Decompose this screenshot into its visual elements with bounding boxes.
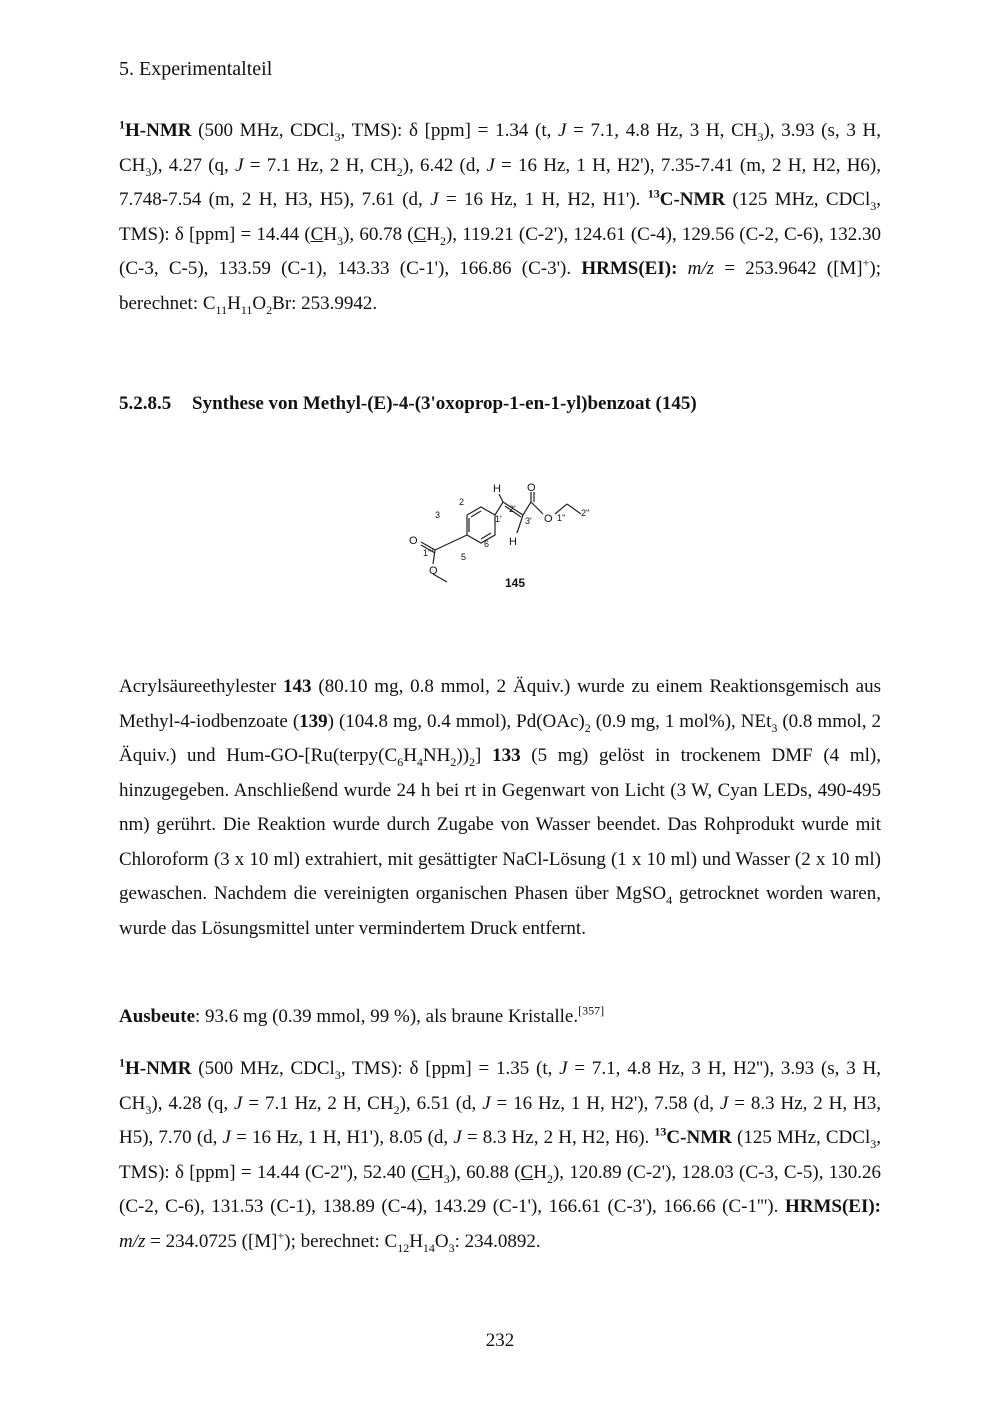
atom-label: 3' bbox=[525, 516, 532, 526]
atom-label: 6 bbox=[484, 539, 490, 549]
atom-label: 2 bbox=[459, 497, 465, 507]
hrms-label: HRMS(EI): bbox=[784, 1196, 881, 1217]
nmr-data-block-2: $^1$H-NMR (500 MHz, CDCl$_3$, TMS): δ [ppm] = 1.35 (t, J = 7.1, 4.8 Hz, 3 H, H2''), 3.93 (s, 3 H, $CH_3$), 4.28 (q, J = 7.1 Hz, 2 H, $CH_2$), 6.51 (d, J = 16 Hz, 1 H, H2'), 7.58 (d, J = 8.3 Hz, 2 H, H3, H5), 7.70 (d, J = 16 Hz, 1 H, H1'), 8.05 (d, J = 8.3 Hz, 2 H, H2, H6). $^{13}$C-NMR (125 MHz, CDCl$_3$, TMS): δ [ppm] = 14.44 (C-2''), 52.40 $(CH_3)$, 60.88 $(CH_2)$, 120.89 (C-2'), 128.03 (C-3, C-5), 130.26 (C-2, C-6), 131.53 (C-1), 138.89 (C-4), 143.29 (C-1'), 166.61 (C-3'), 166.66 (C-1'''). HRMS(EI): m/z = 234.0725 ([M]+); berechnet: $C_{12}H_{14}O_3$: 234.0892. bbox=[119, 1055, 882, 1255]
atom-label: H bbox=[509, 536, 517, 548]
atom-label: 1'' bbox=[557, 513, 566, 523]
compound-ref-133: 133 bbox=[492, 745, 521, 766]
c-nmr-label: C-NMR bbox=[666, 1127, 732, 1148]
page-number: 232 bbox=[485, 1330, 515, 1351]
atom-label: 1''' bbox=[423, 548, 434, 558]
section-title: Synthese von Methyl-(E)-4-(3'oxoprop-1-en-1-yl)benzoat (145) bbox=[192, 393, 697, 414]
atom-label: O bbox=[429, 565, 438, 577]
c-nmr-label: C-NMR bbox=[659, 189, 726, 210]
compound-number-label: 145 bbox=[505, 576, 526, 590]
structure-bonds bbox=[421, 492, 581, 582]
atom-label: H bbox=[493, 483, 501, 495]
atom-label: O bbox=[409, 535, 418, 547]
atom-label: 5 bbox=[461, 552, 467, 562]
atom-label: O bbox=[527, 482, 536, 494]
yield-label: Ausbeute bbox=[119, 1006, 196, 1027]
chemical-structure-diagram bbox=[395, 478, 615, 598]
c-nmr-superscript: 13 bbox=[647, 186, 660, 201]
h-nmr-label: H-NMR bbox=[125, 120, 192, 141]
procedure-paragraph: Acrylsäureethylester 143 (80.10 mg, 0.8 mmol, 2 Äquiv.) wurde zu einem Reaktionsgemisch aus Methyl-4-iodbenzoate (139) (104.8 mg, 0.4 mmol), $Pd(OAc)_2$ (0.9 mg, 1 mol%), NEt$_3$ (0.8 mmol, 2 Äquiv.) und Hum-$GO-[Ru(terpy(C_6H_4NH_2))_2]$ 133 (5 mg) gelöst in trockenem DMF (4 ml), hinzugegeben. Anschließend wurde 24 h bei rt in Gegenwart von Licht (3 W, Cyan LEDs, 490-495 nm) gerührt. Die Reaktion wurde durch Zugabe von Wasser beendet. Das Rohprodukt wurde mit Chloroform (3 x 10 ml) extrahiert, mit gesättigter NaCl-Lösung (1 x 10 ml) und Wasser (2 x 10 ml) gewaschen. Nachdem die vereinigten organischen Phasen über MgSO$_4$ getrocknet worden waren, wurde das Lösungsmittel unter vermindertem Druck entfernt. bbox=[119, 676, 881, 939]
atom-label: 2'' bbox=[581, 508, 590, 518]
h-nmr-superscript: 1 bbox=[119, 117, 125, 132]
compound-ref-143: 143 bbox=[283, 676, 312, 697]
atom-label: 2' bbox=[509, 504, 516, 514]
h-nmr-label: H-NMR bbox=[125, 1058, 192, 1079]
atom-label: 1' bbox=[495, 514, 502, 524]
compound-ref-139: 139 bbox=[299, 710, 328, 732]
atom-label: 3 bbox=[435, 510, 441, 520]
yield-line: Ausbeute: 93.6 mg (0.39 mmol, 99 %), als braune Kristalle.[357] bbox=[119, 1003, 605, 1027]
nmr-data-block-1: $^1$H-NMR (500 MHz, CDCl$_3$, TMS): δ [ppm] = 1.34 (t, J = 7.1, 4.8 Hz, 3 H, $CH_3$), 3.93 (s, 3 H, $CH_3$), 4.27 (q, J = 7.1 Hz, 2 H, $CH_2$), 6.42 (d, J = 16 Hz, 1 H, H2'), 7.35-7.41 (m, 2 H, H2, H6), 7.748-7.54 (m, 2 H, H3, H5), 7.61 (d, J = 16 Hz, 1 H, H2, H1'). $^{13}$C-NMR (125 MHz, CDCl$_3$, TMS): δ [ppm] = 14.44 $(CH_3)$, 60.78 $(CH_2)$, 119.21 (C-2'), 124.61 (C-4), 129.56 (C-2, C-6), 132.30 (C-3, C-5), 133.59 (C-1), 143.33 (C-1'), 166.86 (C-3'). HRMS(EI): m/z = 253.9642 ([M]+); berechnet: $C_{11}H_{11}O_2Br$: 253.9942. bbox=[119, 117, 882, 317]
section-heading bbox=[119, 393, 697, 415]
citation-ref: [357] bbox=[578, 1003, 605, 1018]
atom-label: O bbox=[544, 513, 553, 525]
hrms-label: HRMS(EI): bbox=[581, 258, 678, 279]
section-number: 5.2.8.5 bbox=[119, 393, 172, 414]
chapter-header: 5. Experimentalteil bbox=[119, 58, 273, 80]
